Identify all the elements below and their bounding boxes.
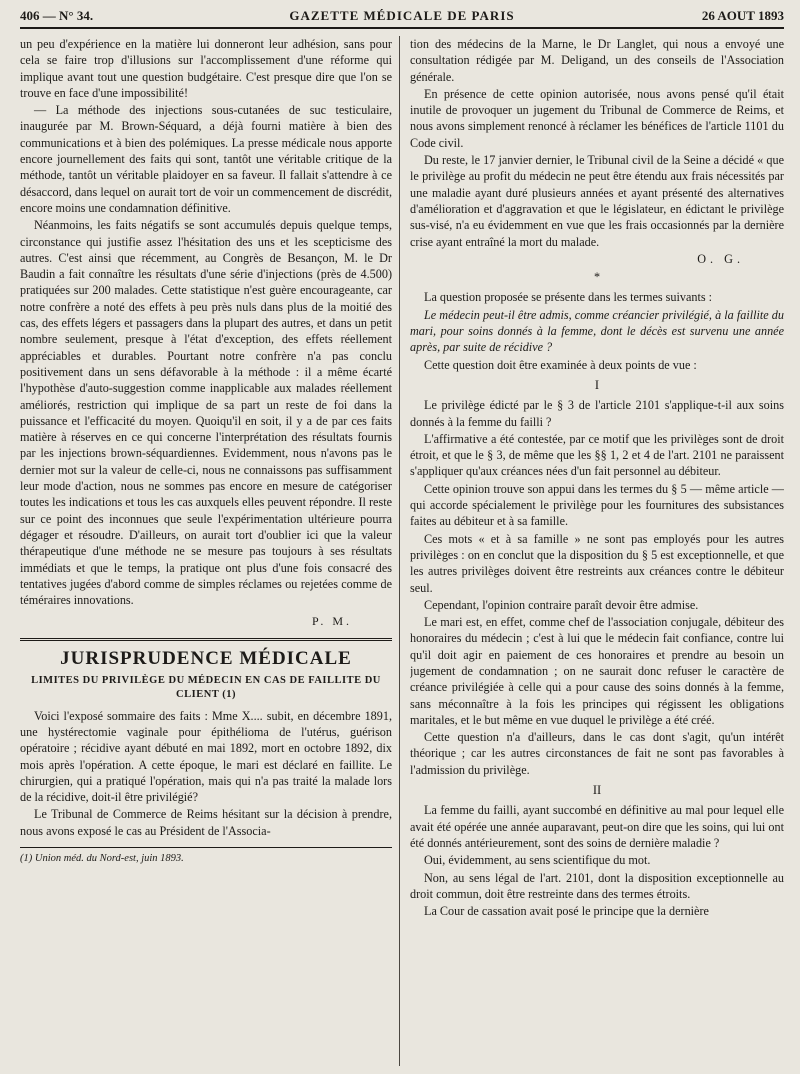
page-number: 406 — N° 34.	[20, 8, 94, 23]
section-rule	[20, 638, 392, 641]
paragraph: La femme du failli, ayant succombé en définitive au mal pour lequel elle avait été opérée une année auparavant, peut-on dire que les soins, qui lui ont été donnés antérieurement, sont des soins de dernière maladie ?	[410, 803, 784, 850]
article-subtitle: LIMITES DU PRIVILÈGE DU MÉDECIN EN CAS DE FAILLITE DU CLIENT (1)	[31, 674, 381, 700]
paragraph: La question proposée se présente dans les termes suivants :	[424, 290, 713, 305]
paragraph: Ces mots « et à sa famille » ne sont pas employés pour les autres privilèges : on en conclut que la disposition du § 5 est exceptionnelle, et que les autres privilèges doivent être restreints aux créances contre le débiteur seul.	[410, 531, 784, 595]
paragraph: En présence de cette opinion autorisée, nous avons pensé qu'il était inutile de provoquer un jugement du Tribunal de Commerce de Reims, et nous avons simplement renoncé à réclamer les bénéfices de l'article 1101 du Code civil.	[410, 86, 784, 150]
paragraph: Non, au sens légal de l'art. 2101, dont la disposition exceptionnelle au droit commun, doit être restreinte dans des termes étroits.	[410, 870, 784, 901]
journal-title: GAZETTE MÉDICALE DE PARIS	[289, 8, 515, 23]
author-signature: O. G.	[697, 251, 744, 266]
section-number: I	[594, 377, 600, 392]
question-quote: Le médecin peut-il être admis, comme créancier privilégié, à la faillite du mari, pour soins donnés à la femme, dont le décès est survenu une année après, par suite de récidive ?	[410, 307, 784, 355]
paragraph: Le privilège édicté par le § 3 de l'article 2101 s'applique-t-il aux soins donnés à la femme du failli ?	[410, 398, 784, 429]
paragraph: Néanmoins, les faits négatifs se sont accumulés depuis quelque temps, circonstance qui justifie assez l'hésitation des uns et les scepticisme des autres. C'est ainsi que récemment, au Congrès de Besançon, M. le Dr Baudin a fait connaître les résultats d'une série d'injections (près de 4.500) pratiquées sur 200 malades. Cette statistique n'est guère encourageante, car notre confrère a noté des effets à peu près nuls dans plus de la moitié des cas, des effets légers et passagers dans la plupart des autres, et dans un petit nombre seulement, presque à l'état d'exception, des effets réellement appréciables et durables. Pourtant notre confrère n'a pas conclu positivement dans un sens défavorable à la méthode : il a même écarté l'hypothèse d'auto-suggestion comme inapplicable aux malades réellement améliorés, restriction qui implique de sa part un reste de foi dans la puissance et l'efficacité du moyen. Quoiqu'il en soit, il y a de par ces faits matière à réserves en ce qui concerne l'interprétation des résultats fournis par les injections brown-séquardiennes. Evidemment, nous n'avons pas le dernier mot sur la valeur de celle-ci, nous ne connaissons pas suffisamment leur mode d'action, nous ne sommes pas encore en mesure de catégoriser toutes les indications et tous les cas auxquels elles peuvent répondre. Il reste sur ce point des inconnues que seule l'expérimentation ultérieure pourra dégager et résoudre. D'ailleurs, on aurait tort d'oublier ici que la valeur thérapeutique d'une méthode ne se mesure pas toujours à ses résultats immédiats et que le temps, la pratique ont plus d'une fois consacré des tentatives jugées d'abord comme de simples réclames ou rejetées comme de téméraires innovations.	[20, 218, 392, 608]
footnote-rule	[20, 847, 392, 848]
left-column	[20, 36, 392, 1066]
paragraph: La Cour de cassation avait posé le principe que la dernière	[424, 904, 709, 919]
right-column	[410, 36, 784, 1066]
column-divider	[399, 36, 400, 1066]
paragraph: — La méthode des injections sous-cutanées de suc testiculaire, inaugurée par M. Brown-Séquard, a déjà fourni matière à bien des communications et à bien des polémiques. La presse médicale nous apporte encore journellement des faits qui sont, tantôt une véritable critique de la méthode, tantôt un véritable plaidoyer en sa faveur. Il fallait s'attendre à ce désaccord, dans lequel on aurait tort de voir un commencement de discrédit, encore moins une condamnation définitive.	[20, 103, 392, 215]
issue-date: 26 AOUT 1893	[701, 8, 784, 23]
paragraph: Du reste, le 17 janvier dernier, le Tribunal civil de la Seine a décidé « que le privilège au profit du médecin ne peut être étendu aux frais nécessités par une maladie ayant duré plusieurs années et ayant présenté des alternatives d'amélioration et d'aggravation et que le législateur, en édictant le privilège sus-visé, n'a eu évidemment en vue que les frais occasionnés par la dernière crise ayant entraîné la mort du malade.	[410, 153, 784, 249]
footnote: (1) Union méd. du Nord-est, juin 1893.	[20, 853, 184, 865]
paragraph: L'affirmative a été contestée, par ce motif que les privilèges sont de droit étroit, et que le § 3, de même que les §§ 1, 2 et 4 de l'art. 2101 ne paraissent s'appliquer qu'aux créances nées d'un fait personnel au débiteur.	[410, 431, 784, 479]
paragraph: Cette question n'a d'ailleurs, dans le cas dont s'agit, qu'un intérêt théorique ; car les autres circonstances de fait ne sont pas favorables à l'admission du privilège.	[410, 730, 784, 777]
section-number: II	[592, 783, 602, 798]
paragraph: Le mari est, en effet, comme chef de l'association conjugale, débiteur des honoraires du médecin ; c'est à lui que le médecin fait confiance, contre lui qu'il doit agir en paiement de ces honoraires et prendre au besoin un jugement de condamnation ; on ne saurait donc refuser le caractère de créance privilégiée à celle qui a pour cause des soins donnés à la femme, sans méconnaître à la fois les principes qui régissent les obligations maritales, et le but même en vue duquel le privilège a été créé.	[410, 615, 784, 727]
paragraph: Cependant, l'opinion contraire paraît devoir être admise.	[424, 597, 699, 612]
header-rule	[20, 27, 784, 29]
paragraph: Cette question doit être examinée à deux points de vue :	[424, 357, 697, 372]
paragraph: Le Tribunal de Commerce de Reims hésitant sur la décision à prendre, nous avons exposé le cas au Président de l'Associa-	[20, 807, 392, 838]
paragraph: Voici l'exposé sommaire des faits : Mme X.... subit, en décembre 1891, une hystérectomie vaginale pour épithélioma de l'utérus, guérison opératoire ; récidive ayant débuté en mai 1892, mort en octobre 1892, dix mois après l'opération. A cette époque, le mari est déclaré en faillite. Le chirurgien, qui a pratiqué l'opération, mais qui n'a pas traité la malade lors de la récidive, doit-il être privilégié?	[20, 708, 392, 805]
author-signature: P. M.	[311, 614, 352, 629]
page-header	[20, 8, 784, 38]
paragraph: tion des médecins de la Marne, le Dr Langlet, qui nous a envoyé une consultation rédigée par M. Deligand, un des conseils de l'Association générale.	[410, 37, 784, 84]
section-title: JURISPRUDENCE MÉDICALE	[60, 647, 352, 669]
paragraph: Oui, évidemment, au sens scientifique du mot.	[424, 853, 651, 868]
paragraph: Cette opinion trouve son appui dans les termes du § 5 — même article — qui accorde spécialement le privilège pour les fournitures des subsistances faites au débiteur et à sa famille.	[410, 481, 784, 529]
separator-star: *	[593, 270, 601, 285]
paragraph: un peu d'expérience en la matière lui donneront leur adhésion, sans pour cela se faire trop d'illusions sur l'accomplissement d'une réforme qui implique avant tout une question budgétaire. C'est presque dire que l'on se trouve en face d'une impossibilité!	[20, 37, 392, 100]
